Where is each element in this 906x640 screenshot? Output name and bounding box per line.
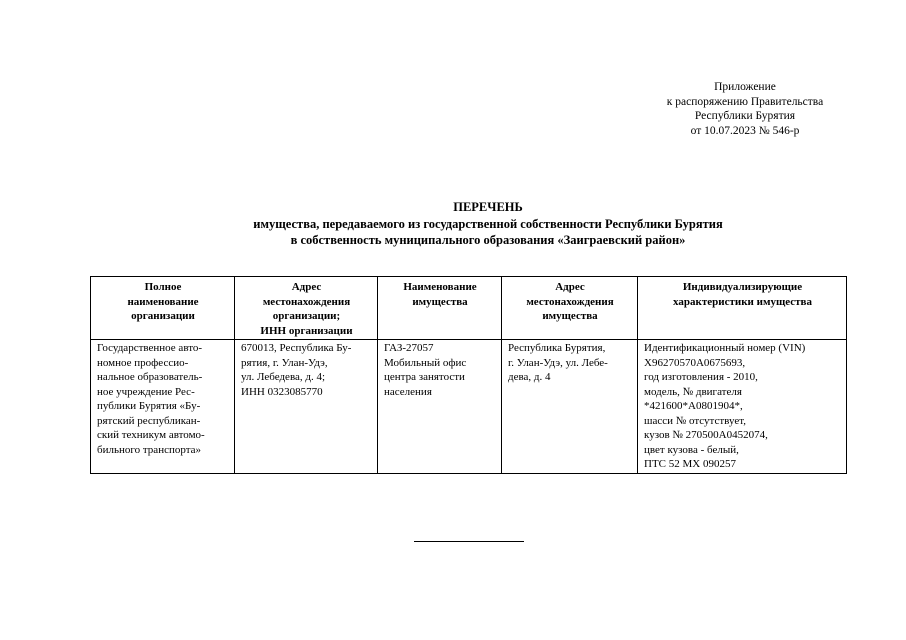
header-organization-address: Адрес местонахождения организации; ИНН организации: [235, 277, 378, 340]
closing-divider-line: [414, 541, 524, 542]
document-subtitle-line: в собственность муниципального образования «Заиграевский район»: [290, 233, 686, 247]
header-property-characteristics: Индивидуализирующие характеристики имущества: [638, 277, 847, 340]
cell-organization-address: 670013, Республика Бу- рятия, г. Улан-Удэ, ул. Лебедева, д. 4; ИНН 0323085770: [235, 340, 378, 474]
appendix-line: Приложение: [714, 81, 776, 93]
header-organization-name: Полное наименование организации: [91, 277, 235, 340]
document-subtitle-line: имущества, передаваемого из государственной собственности Республики Бурятия: [253, 216, 723, 231]
cell-organization-name: Государственное авто- номное профессио- нальное образователь- ное учреждение Рес- публики Бурятия «Бу- рятский республикан- ский техникум автомо- бильного транспорта»: [91, 340, 235, 474]
cell-property-name: ГАЗ-27057 Мобильный офис центра занятости населения: [378, 340, 502, 474]
document-title: ПЕРЕЧЕНЬ: [453, 200, 523, 214]
table-header-row: [91, 277, 847, 340]
table-row: [91, 340, 847, 474]
cell-property-characteristics: Идентификационный номер (VIN) X96270570A0675693, год изготовления - 2010, модель, № двигателя *421600*A0801904*, шасси № отсутствует, кузов № 270500A0452074, цвет кузова - белый, ПТС 52 МХ 090257: [638, 340, 847, 474]
header-property-name: Наименование имущества: [378, 277, 502, 340]
appendix-line: от 10.07.2023 № 546-р: [690, 124, 800, 137]
appendix-line: к распоряжению Правительства: [666, 95, 824, 108]
property-table: [90, 276, 847, 474]
appendix-line: Республики Бурятия: [694, 110, 796, 122]
appendix-block: [640, 80, 850, 138]
document-heading: [100, 199, 876, 249]
header-property-address: Адрес местонахождения имущества: [502, 277, 638, 340]
cell-property-address: Республика Бурятия, г. Улан-Удэ, ул. Лебе- дева, д. 4: [502, 340, 638, 474]
